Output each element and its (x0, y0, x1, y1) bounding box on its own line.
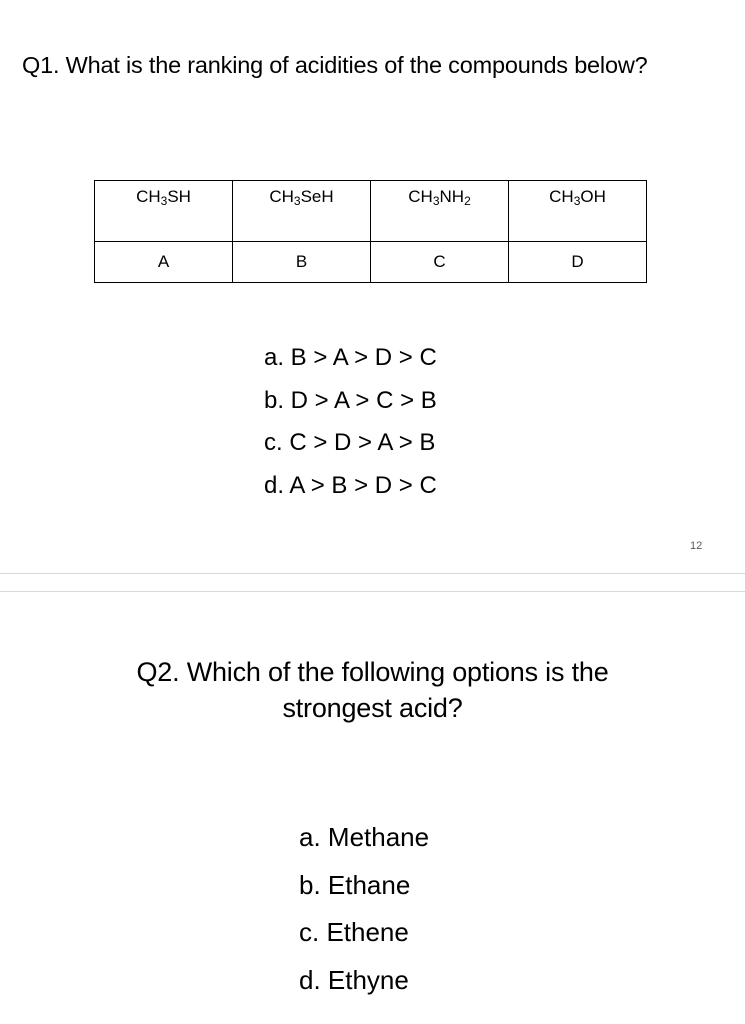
formula-text: OH (580, 187, 606, 206)
formula-subscript: 3 (293, 194, 301, 208)
q2-options-list (299, 814, 429, 1004)
compound-d-formula (509, 181, 647, 242)
formula-text: CH (136, 187, 161, 206)
formula-row (95, 181, 647, 242)
q2-option-b: b. Ethane (299, 869, 411, 900)
q1-option-b: b. D > A > C > B (264, 386, 437, 414)
slide-q2 (0, 592, 745, 1024)
compound-d-label: D (509, 242, 647, 283)
q2-question-title (0, 654, 745, 726)
slide-divider-top (0, 573, 745, 574)
formula-subscript: 3 (432, 194, 440, 208)
compound-a-formula (95, 181, 233, 242)
compound-b-label: B (233, 242, 371, 283)
formula-text: SeH (300, 187, 334, 206)
q1-option-a: a. B > A > D > C (264, 344, 437, 371)
compound-c-label: C (371, 242, 509, 283)
q1-question-title: Q1. What is the ranking of acidities of the compounds below? (22, 52, 648, 78)
page-number: 12 (690, 540, 703, 552)
compound-c-formula (371, 181, 509, 242)
formula-text: CH (549, 187, 574, 206)
compound-a-label: A (95, 242, 233, 283)
compounds-table (94, 180, 647, 283)
q1-option-d: d. A > B > D > C (264, 471, 437, 499)
q2-question-line-2: strongest acid? (282, 693, 463, 723)
q2-option-d: d. Ethyne (299, 964, 409, 995)
compound-b-formula (233, 181, 371, 242)
formula-text: NH (439, 187, 465, 206)
formula-subscript: 2 (464, 194, 471, 208)
q1-options-list (264, 337, 437, 507)
formula-subscript: 3 (160, 194, 168, 208)
label-row (95, 242, 647, 283)
q2-question-line-1: Q2. Which of the following options is the (136, 657, 609, 687)
formula-text: SH (167, 187, 191, 206)
q1-option-c: c. C > D > A > B (264, 429, 436, 456)
q2-option-c: c. Ethene (299, 917, 409, 947)
formula-text: CH (408, 187, 433, 206)
formula-subscript: 3 (573, 194, 581, 208)
q2-option-a: a. Methane (299, 822, 430, 852)
formula-text: CH (269, 187, 294, 206)
